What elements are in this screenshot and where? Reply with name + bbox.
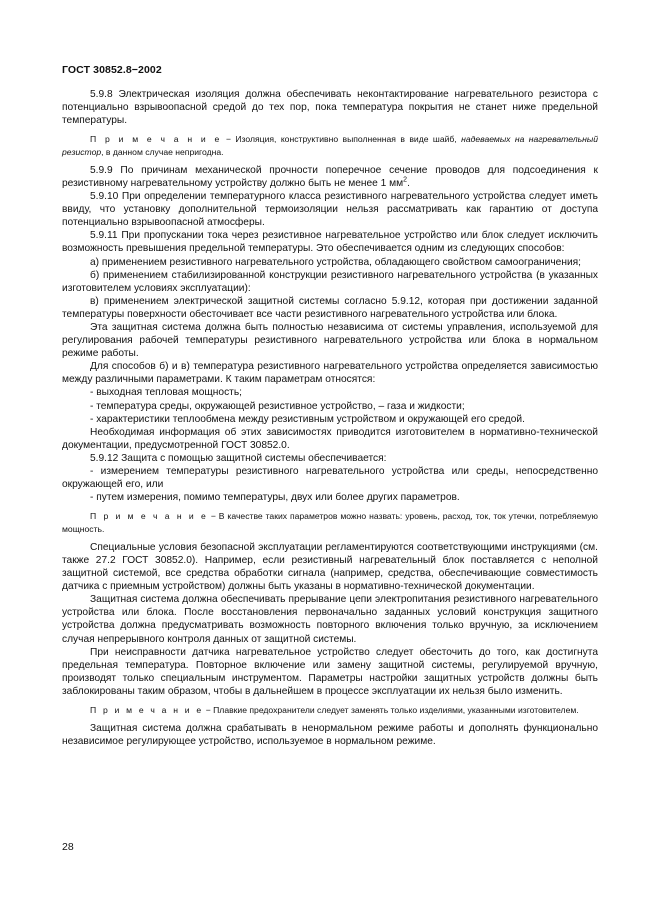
paragraph-protection-independence: Эта защитная система должна быть полностью независима от системы управления, используемой для регулирования рабочей температуры резистивного нагревательного устройства или блока в нормальном режиме работы. — [62, 322, 598, 360]
paragraph-special-conditions: Специальные условия безопасной эксплуатации регламентируются соответствующими инструкциями (см. также 27.2 ГОСТ 30852.0). Например, если резистивный нагревательный блок поставляется с неполной защитной системой, все средства обработки сигнала (например, средства, обеспечивающие совместимость датчика с приемным устройством) должны быть указаны в нормативно-технической документации. — [62, 541, 598, 593]
paragraph-circuit-interruption: Защитная система должна обеспечивать прерывание цепи электропитания резистивного нагревательного устройства или блока. После восстановления первоначально заданных условий конструкция защитного устройства должна предусматривать возможность повторного включения только вручную, за исключением случая непрерывного контроля данных от защитной системы. — [62, 594, 598, 645]
note-1-italic: надеваемых на нагревательный резистор — [62, 134, 598, 157]
note-2-text: − В качестве таких параметров можно назвать: уровень, расход, ток, ток утечки, потребляемую мощность. — [62, 511, 598, 534]
paragraph-manufacturer-info: Необходимая информация об этих зависимостях приводится изготовителем в нормативно-технической документации, предусмотренной ГОСТ 30852.0. — [62, 426, 598, 451]
paragraph-5-9-12: 5.9.12 Защита с помощью защитной системы обеспечивается: — [90, 452, 387, 464]
paragraph-sensor-fault: При неисправности датчика нагревательное устройство следует обесточить до того, как достигнута предельная температура. Повторное включение или замену защитной системы, регулируемой вручную, производят только специальным инструментом. Параметры настройки защитных устройств должны быть заблокированы таким образом, чтобы в дальнейшем в процессе эксплуатации их нельзя было изменить. — [62, 646, 598, 697]
note-1-text-a: − Изоляция, конструктивно выполненная в виде шайб, — [221, 134, 462, 145]
method-c: в) применением электрической защитной системы согласно 5.9.12, которая при достижении заданной температуры поверхности обесточивает все части резистивного нагревательного устройства или блока. — [62, 295, 598, 320]
method-b: б) применением стабилизированной конструкции резистивного нагревательного устройства (в указанных изготовителем условиях эксплуатации): — [62, 269, 598, 294]
list-item-measure-temperature: - измерением температуры резистивного нагревательного устройства или среды, непосредственно окружающей его, или — [62, 466, 598, 491]
note-1-text-b: , в данном случае непригодна. — [101, 146, 224, 157]
method-a: а) применением резистивного нагревательного устройства, обладающего свойством самоограничения; — [90, 256, 582, 268]
note-label: П р и м е ч а н и е — [90, 705, 204, 716]
note-1 — [62, 133, 598, 158]
note-3 — [62, 704, 598, 716]
note-label: П р и м е ч а н и е — [90, 134, 222, 145]
paragraph-5-9-11: 5.9.11 При пропускании тока через резистивное нагревательное устройство или блок следует исключить возможность превышения предельной температуры. Это обеспечивается одним из следующих способов: — [62, 230, 598, 255]
document-header: ГОСТ 30852.8−2002 — [62, 64, 162, 76]
paragraph-5-9-9-end: . — [407, 177, 410, 189]
superscript-2: 2 — [403, 176, 408, 184]
paragraph-5-9-9 — [62, 164, 598, 190]
list-item-power: - выходная тепловая мощность; — [90, 387, 242, 399]
paragraph-parameters-intro: Для способов б) и в) температура резистивного нагревательного устройства определяется зависимостью между различными параметрами. К таким параметрам относятся: — [62, 361, 598, 386]
paragraph-5-9-8: 5.9.8 Электрическая изоляция должна обеспечивать неконтактирование нагревательного резистора с потенциально взрывоопасной средой до тех пор, пока температура покрытия не станет ниже предельной температуры. — [62, 89, 598, 127]
list-item-environment: - температура среды, окружающей резистивное устройство, – газа и жидкости; — [90, 400, 465, 412]
note-2 — [62, 510, 598, 535]
paragraph-5-9-10: 5.9.10 При определении температурного класса резистивного нагревательного устройства следует иметь ввиду, что установку дополнительной термоизоляции нельзя рассматривать как гарантию от доступа потенциально взрывоопасной атмосферы. — [62, 191, 598, 229]
note-label: П р и м е ч а н и е — [90, 511, 208, 522]
paragraph-5-9-9-text: 5.9.9 По причинам механической прочности поперечное сечение проводов для подсоединения к резистивному нагревательному устройству должно быть не менее 1 мм — [62, 164, 598, 189]
paragraph-abnormal-mode: Защитная система должна срабатывать в ненормальном режиме работы и дополнять функционально независимое регулирующее устройство, используемое в нормальном режиме. — [62, 723, 598, 748]
list-item-heat-exchange: - характеристики теплообмена между резистивным устройством и окружающей его средой. — [90, 413, 525, 425]
list-item-measure-parameters: - путем измерения, помимо температуры, двух или более других параметров. — [90, 492, 460, 504]
page-number: 28 — [62, 841, 74, 853]
note-3-text: − Плавкие предохранители следует заменять только изделиями, указанными изготовителем. — [203, 705, 579, 716]
document-body — [62, 88, 598, 749]
